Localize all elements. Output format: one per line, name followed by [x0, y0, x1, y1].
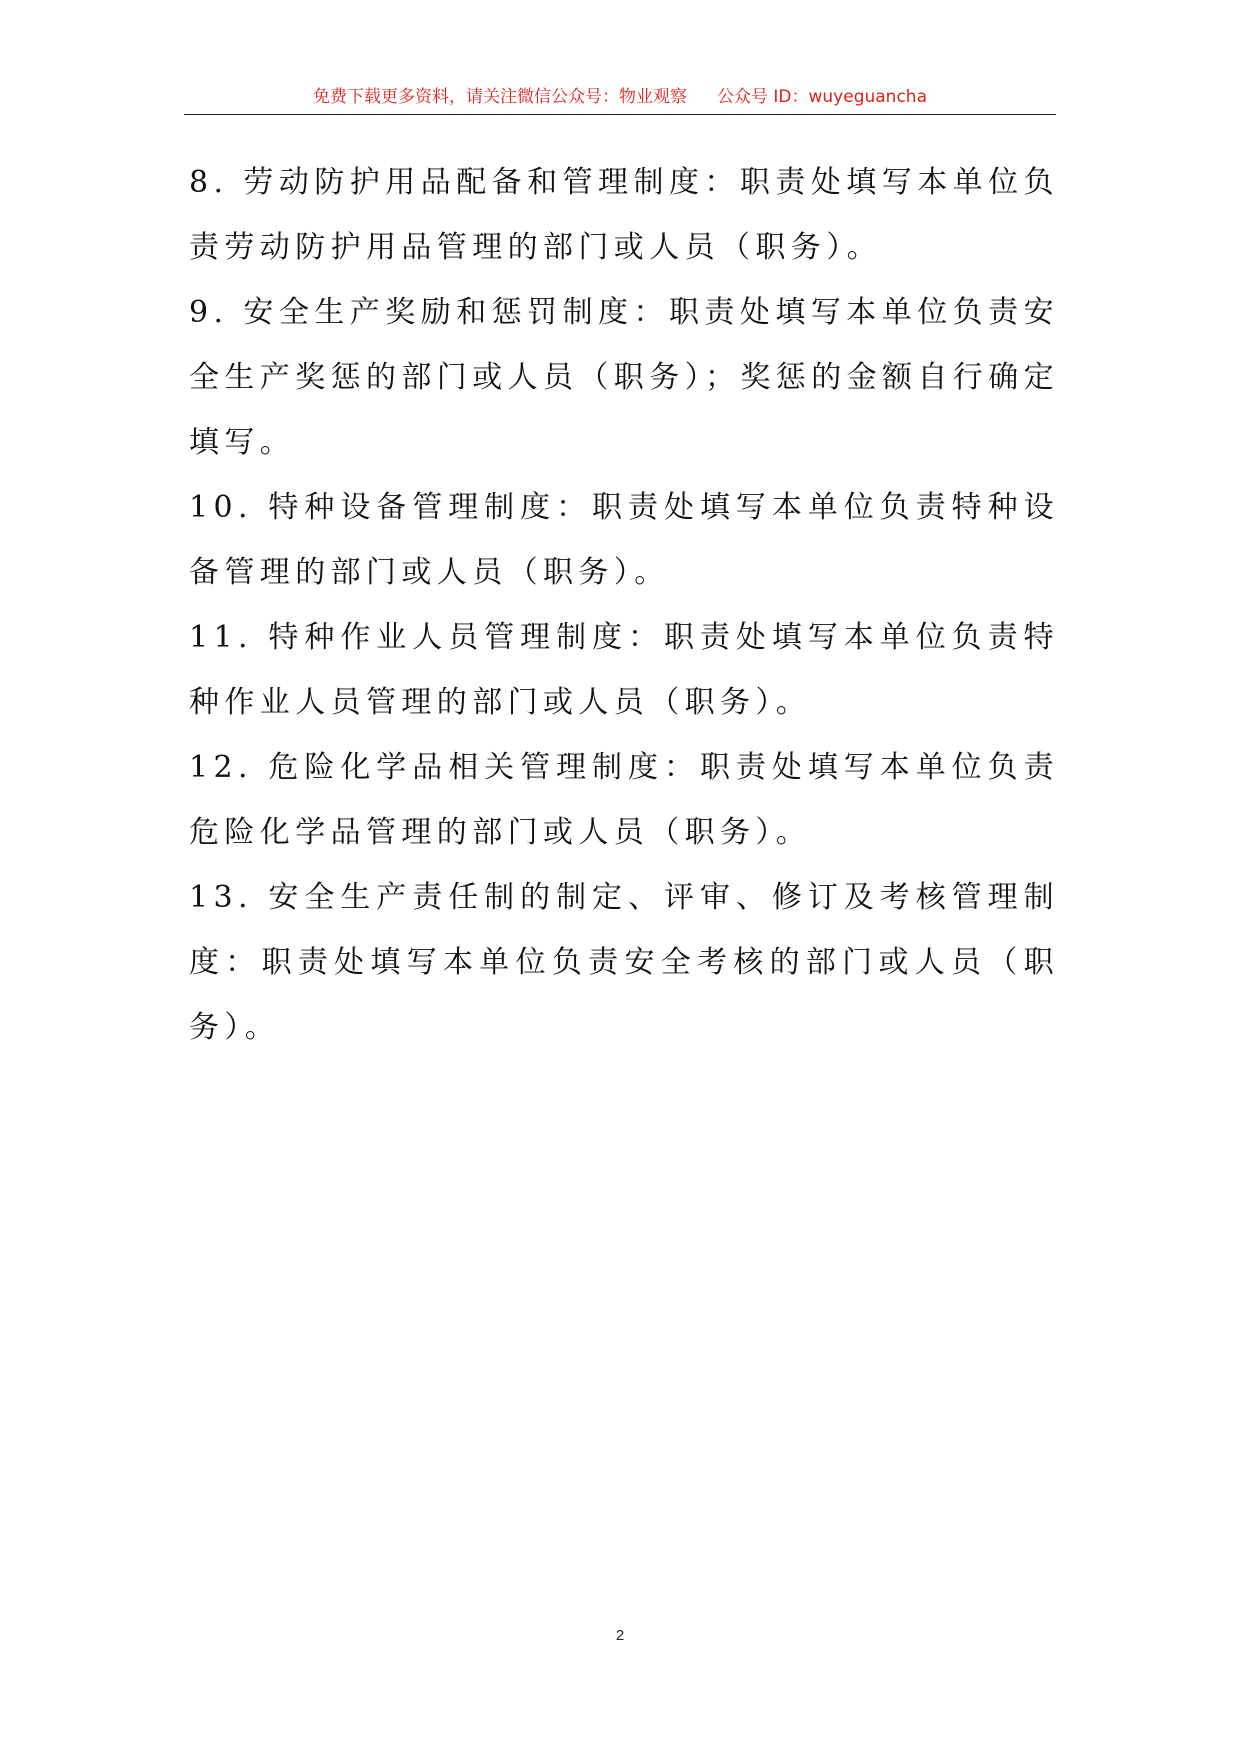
page-number: 2 — [615, 1627, 625, 1644]
list-item: 8. 劳动防护用品配备和管理制度：职责处填写本单位负责劳动防护用品管理的部门或人员（职务）。 — [189, 165, 1059, 265]
header-promo-text: 免费下载更多资料，请关注微信公众号：物业观察 — [312, 87, 687, 107]
header-divider — [184, 114, 1056, 115]
list-item: 9. 安全生产奖励和惩罚制度：职责处填写本单位负责安全生产奖惩的部门或人员（职务）；奖惩的金额自行确定填写。 — [189, 295, 1059, 460]
list-item: 10. 特种设备管理制度：职责处填写本单位负责特种设备管理的部门或人员（职务）。 — [189, 490, 1059, 590]
list-item: 13. 安全生产责任制的制定、评审、修订及考核管理制度：职责处填写本单位负责安全考核的部门或人员（职务）。 — [189, 880, 1059, 1045]
document-body — [189, 150, 1059, 1060]
page-header — [184, 86, 1056, 108]
list-item: 12. 危险化学品相关管理制度：职责处填写本单位负责危险化学品管理的部门或人员（职务）。 — [189, 750, 1059, 850]
header-account-id-text: 公众号 ID：wuyeguancha — [716, 87, 927, 107]
list-item: 11. 特种作业人员管理制度：职责处填写本单位负责特种作业人员管理的部门或人员（职务）。 — [189, 620, 1059, 720]
